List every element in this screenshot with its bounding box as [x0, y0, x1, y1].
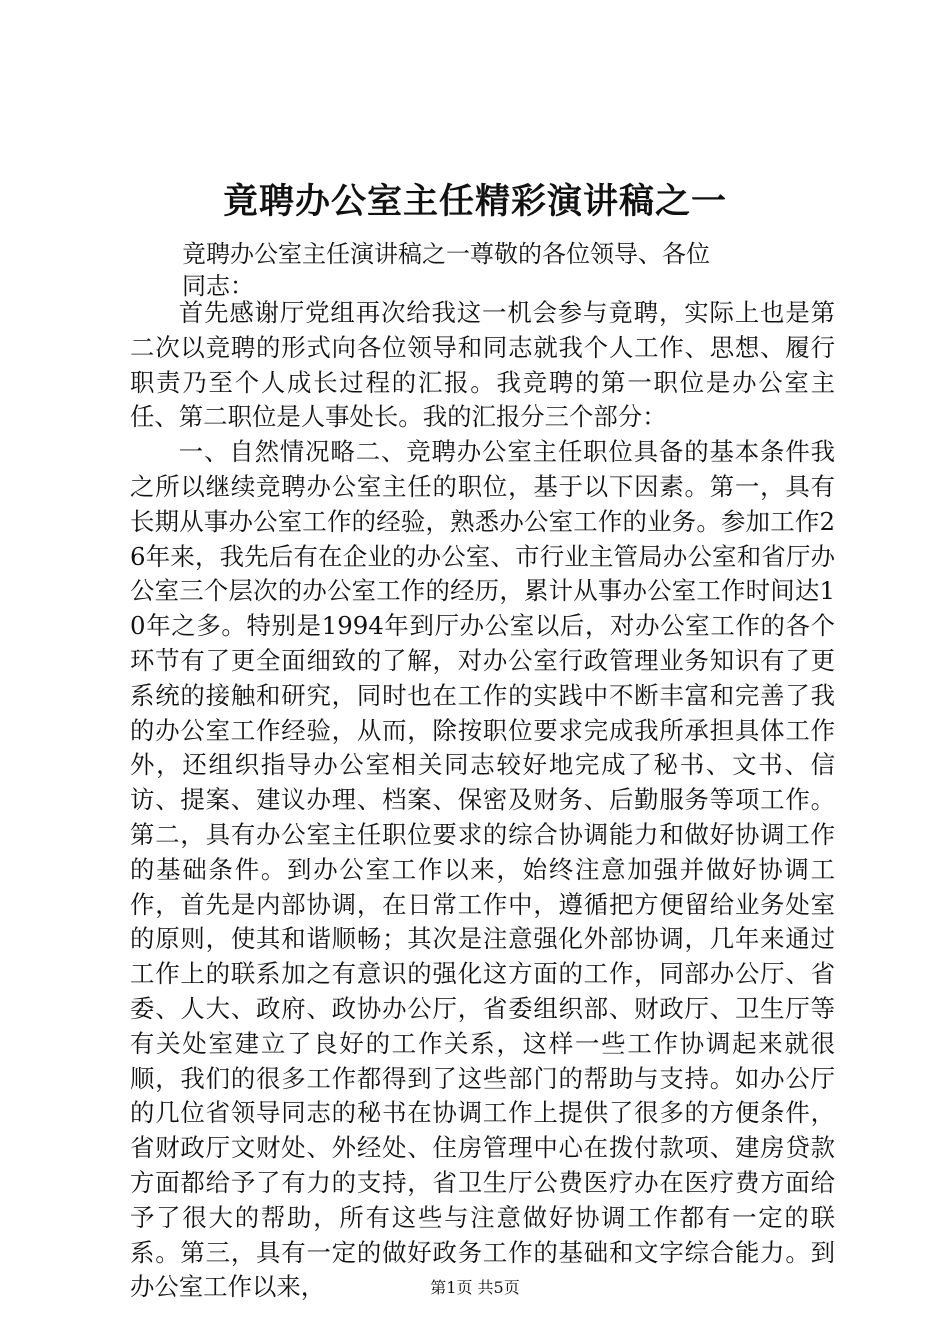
- page-number-footer: 第1页 共5页: [430, 1278, 520, 1297]
- document-title: 竟聘办公室主任精彩演讲稿之一: [222, 181, 727, 222]
- subtitle-line-2: 同志：: [182, 272, 254, 300]
- subtitle-line-1: 竟聘办公室主任演讲稿之一尊敬的各位领导、各位: [182, 240, 710, 268]
- document-subtitle: [182, 238, 782, 302]
- body-paragraph-1: 首先感谢厅党组再次给我这一机会参与竟聘，实际上也是第二次以竞聘的形式向各位领导和同志就我个人工作、思想、履行职责乃至个人成长过程的汇报。我竞聘的第一职位是办公室主任、第二职位是人事处长。我的汇报分三个部分：: [130, 298, 835, 432]
- body-paragraph-2: 一、自然情况略二、竞聘办公室主任职位具备的基本条件我之所以继续竞聘办公室主任的职位，基于以下因素。第一，具有长期从事办公室工作的经验，熟悉办公室工作的业务。参加工作26年来，我先后有在企业的办公室、市行业主管局办公室和省厅办公室三个层次的办公室工作的经历，累计从事办公室工作时间达10年之多。特别是1994年到厅办公室以后，对办公室工作的各个环节有了更全面细致的了解，对办公室行政管理业务知识有了更系统的接触和研究，同时也在工作的实践中不断丰富和完善了我的办公室工作经验，从而，除按职位要求完成我所承担具体工作外，还组织指导办公室相关同志较好地完成了秘书、文书、信访、提案、建议办理、档案、保密及财务、后勤服务等项工作。第二，具有办公室主任职位要求的综合协调能力和做好协调工作的基础条件。到办公室工作以来，始终注意加强并做好协调工作，首先是内部协调，在日常工作中，遵循把方便留给业务处室的原则，使其和谐顺畅；其次是注意强化外部协调，几年来通过工作上的联系加之有意识的强化这方面的工作，同部办公厅、省委、人大、政府、政协办公厅，省委组织部、财政厅、卫生厅等有关处室建立了良好的工作关系，这样一些工作协调起来就很顺，我们的很多工作都得到了这些部门的帮助与支持。如办公厅的几位省领导同志的秘书在协调工作上提供了很多的方便条件，省财政厅文财处、外经处、住房管理中心在拨付款项、建房贷款方面都给予了有力的支持，省卫生厅公费医疗办在医疗费方面给予了很大的帮助，所有这些与注意做好协调工作都有一定的联系。第三，具有一定的做好政务工作的基础和文字综合能力。到办公室工作以来，: [130, 437, 835, 1302]
- document-body: [130, 296, 835, 1305]
